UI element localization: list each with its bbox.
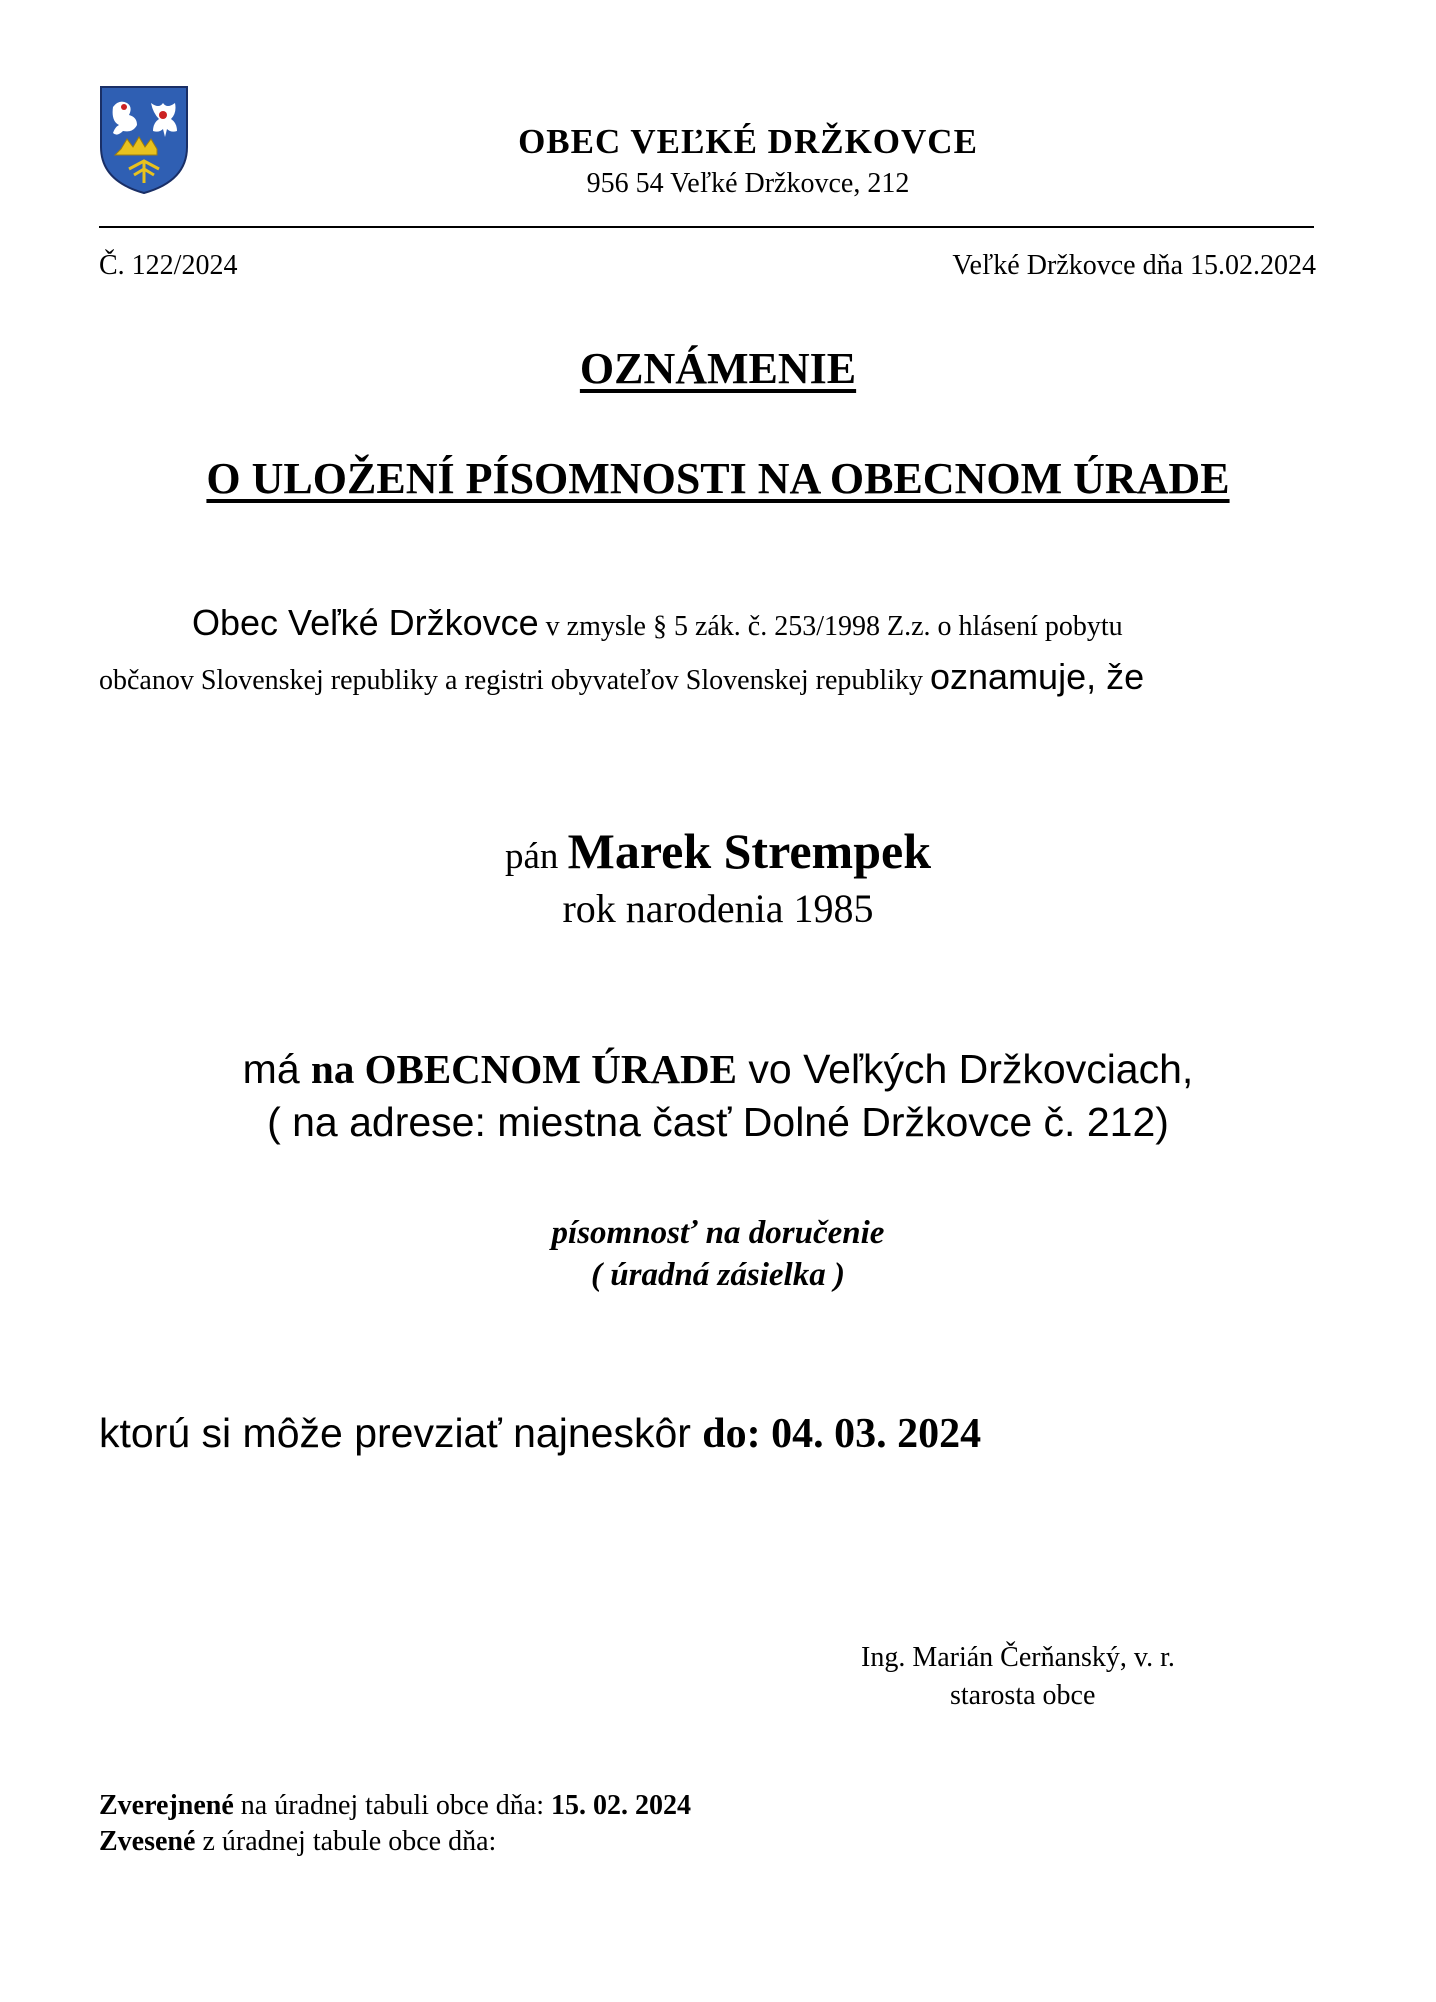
intro-line-2	[99, 656, 1144, 698]
intro-line-1-text: v zmysle § 5 zák. č. 253/1998 Z.z. o hlásení pobytu	[538, 611, 1123, 642]
municipality-name: OBEC VEĽKÉ DRŽKOVCE	[518, 122, 978, 161]
intro-line-2-text: občanov Slovenskej republiky a registri obyvateľov Slovenskej republiky	[99, 665, 930, 696]
signatory-name: Ing. Marián Čerňanský, v. r.	[861, 1642, 1175, 1673]
pickup-deadline	[99, 1410, 981, 1458]
recipient-name: Marek Strempek	[567, 823, 932, 879]
recipient-line	[0, 822, 1436, 880]
office-prefix: má	[242, 1046, 312, 1092]
document-type: písomnosť na doručenie	[551, 1215, 885, 1251]
municipality-address: 956 54 Veľké Držkovce, 212	[586, 168, 910, 199]
removed-line	[99, 1826, 496, 1858]
office-name: na OBECNOM ÚRADE	[311, 1046, 738, 1092]
published-label: Zverejnené	[99, 1790, 234, 1821]
deadline-text: ktorú si môže prevziať najneskôr	[99, 1410, 703, 1456]
reference-number: Č. 122/2024	[99, 250, 238, 281]
intro-lead: Obec Veľké Držkovce	[192, 602, 539, 643]
published-date: 15. 02. 2024	[551, 1790, 691, 1821]
recipient-salutation: pán	[504, 836, 568, 877]
published-text: na úradnej tabuli obce dňa:	[233, 1790, 551, 1821]
document-kind: ( úradná zásielka )	[591, 1257, 845, 1293]
place-date: Veľké Držkovce dňa 15.02.2024	[952, 250, 1316, 281]
document-subtitle: O ULOŽENÍ PÍSOMNOSTI NA OBECNOM ÚRADE	[206, 454, 1230, 503]
deadline-date: do: 04. 03. 2024	[702, 1411, 982, 1457]
document-title: OZNÁMENIE	[579, 344, 857, 393]
signatory-role: starosta obce	[950, 1680, 1096, 1711]
intro-line-1	[192, 602, 1123, 644]
office-line	[0, 1045, 1436, 1093]
recipient-birth-year: rok narodenia 1985	[562, 886, 874, 931]
header-divider	[99, 226, 1314, 228]
office-suffix: vo Veľkých Držkovciach,	[737, 1046, 1194, 1092]
intro-announces: oznamuje, že	[930, 656, 1145, 697]
removed-text: z úradnej tabule obce dňa:	[195, 1826, 497, 1857]
office-address: ( na adrese: miestna časť Dolné Držkovce č. 212)	[267, 1099, 1169, 1145]
published-line	[99, 1790, 691, 1822]
removed-label: Zvesené	[99, 1826, 196, 1857]
